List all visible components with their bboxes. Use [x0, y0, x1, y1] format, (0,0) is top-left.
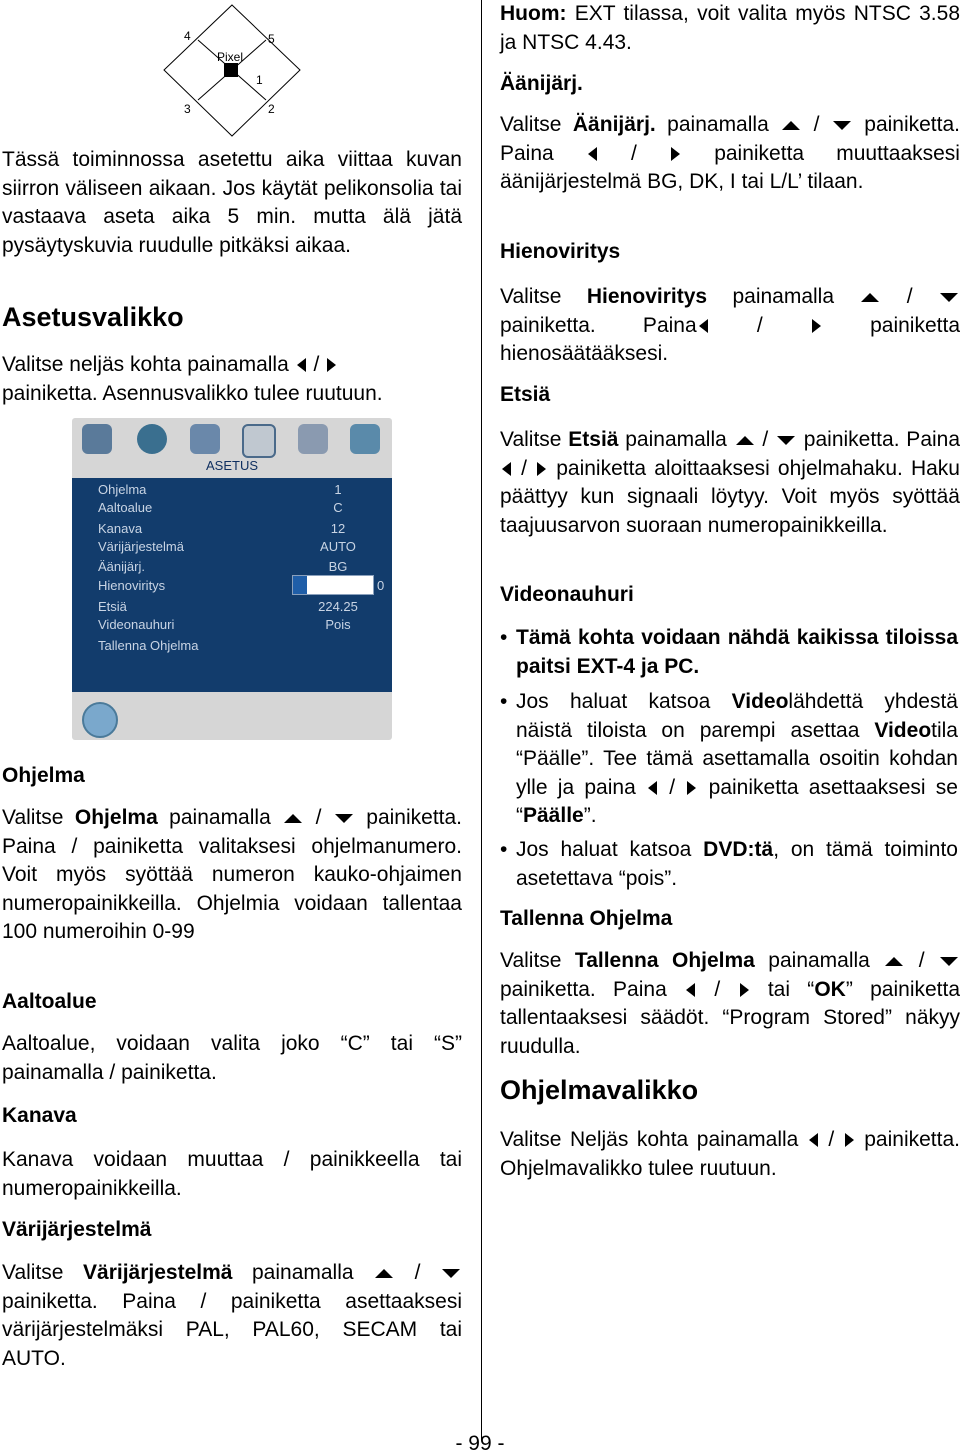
aanijarj-paragraph: Valitse Äänijärj. painamalla / painiketta. Paina / painiketta muuttaaksesi äänijärjestelmä BG, DK, I tai L/L’ tilaan. [500, 113, 960, 193]
up-arrow-icon [861, 293, 879, 302]
bullet-item: • Jos haluat katsoa Videolähdettä yhdestä näistä tiloista on parempi asettaa Videotila “Päälle”. Tee tämä asettamalla osoitin kohdan ylle ja paina / painiketta asettaaksesi se “Päälle”. [500, 690, 958, 827]
svg-text:1: 1 [256, 73, 263, 87]
music-icon [137, 424, 167, 454]
menu-row-value: AUTO [320, 539, 356, 554]
left-arrow-icon [686, 983, 695, 997]
right-arrow-icon [687, 781, 696, 795]
tallenna-paragraph: Valitse Tallenna Ohjelma painamalla / painiketta. Paina / tai “OK” painiketta tallentaaksesi säädöt. “Program Stored” näkyy ruudulla. [500, 949, 960, 1058]
huom-paragraph: Huom: EXT tilassa, voit valita myös NTSC 3.58 ja NTSC 4.43. [500, 2, 960, 54]
menu-row-label[interactable]: Hienoviritys [98, 578, 166, 593]
hienoviritys-heading: Hienoviritys [500, 240, 621, 263]
aanijarj-heading: Äänijärj. [500, 72, 583, 95]
menu-row-value: Pois [325, 617, 351, 632]
joystick-icon [190, 424, 220, 454]
menu-row-label[interactable]: Ohjelma [98, 482, 147, 497]
varijarjestelma-heading: Värijärjestelmä [2, 1218, 152, 1241]
kanava-paragraph: Kanava voidaan muuttaa / painikkeella tai numeropainikkeilla. [2, 1148, 462, 1200]
etsia-heading: Etsiä [500, 383, 551, 406]
videonauhuri-heading: Videonauhuri [500, 583, 634, 606]
right-arrow-icon [671, 147, 680, 161]
intro-paragraph: Tässä toiminnossa asetettu aika viittaa kuvan siirron väliseen aikaan. Jos käytät pelikonsolia tai vastaava aseta aika 5 min. mutta älä jätä pysäytyskuvia ruudulle pitkäksi aikaa. [2, 148, 462, 257]
ohjelmavalikko-heading: Ohjelmavalikko [500, 1075, 699, 1105]
right-arrow-icon [537, 462, 546, 476]
left-arrow-icon [809, 1133, 818, 1147]
pixel-shift-diagram [160, 0, 305, 140]
right-arrow-icon [327, 358, 336, 372]
aaltoalue-paragraph: Aaltoalue, voidaan valita joko “C” tai “S” painamalla / painiketta. [2, 1032, 462, 1084]
hienoviritys-slider[interactable] [292, 575, 374, 595]
menu-row-value: C [333, 500, 343, 515]
down-arrow-icon [940, 957, 958, 966]
svg-text:2: 2 [268, 102, 275, 116]
etsia-paragraph: Valitse Etsiä painamalla / painiketta. Paina / painiketta aloittaaksesi ohjelmahaku. Haku päättyy kun signaali löytyy. Voit myös syöttää taajuusarvon suoraan numeropainikkeilla. [500, 428, 960, 537]
svg-text:3: 3 [184, 102, 191, 116]
tv-icon [350, 424, 380, 454]
up-arrow-icon [375, 1269, 393, 1278]
asetusvalikko-paragraph: Valitse neljäs kohta painamalla / painiketta. Asennusvalikko tulee ruutuun. [2, 353, 383, 405]
menu-row-value: 1 [334, 482, 342, 497]
up-arrow-icon [782, 121, 800, 130]
tools-icon [298, 424, 328, 454]
menu-row-label[interactable]: Etsiä [98, 599, 127, 614]
menu-row-label[interactable]: Aaltoalue [98, 500, 153, 515]
varijarjestelma-paragraph: Valitse Värijärjestelmä painamalla / painiketta. Paina / painiketta asettaaksesi värijärjestelmäksi PAL, PAL60, SECAM tai AUTO. [2, 1261, 462, 1370]
menu-row-value: BG [328, 559, 348, 574]
left-arrow-icon [588, 147, 597, 161]
menu-row-value: 12 [330, 521, 346, 536]
down-arrow-icon [442, 1269, 460, 1278]
ohjelmavalikko-paragraph: Valitse Neljäs kohta painamalla / painiketta. Ohjelmavalikko tulee ruutuun. [500, 1128, 960, 1180]
asetus-menu-screenshot [72, 418, 392, 740]
aaltoalue-heading: Aaltoalue [2, 990, 97, 1013]
column-divider [481, 0, 482, 1440]
kanava-heading: Kanava [2, 1104, 77, 1127]
left-arrow-icon [648, 781, 657, 795]
ohjelma-paragraph: Valitse Ohjelma painamalla / painiketta. Paina / painiketta valitaksesi ohjelmanumero. Voit myös syöttää numeron kauko-ohjaimen numeropainikkeilla. Ohjelmia voidaan tallentaa 100 numeroihin 0-99 [2, 806, 462, 943]
menu-row-label[interactable]: Äänijärj. [98, 559, 145, 574]
up-arrow-icon [736, 436, 754, 445]
menu-row-label[interactable]: Videonauhuri [98, 617, 175, 632]
globe-icon [82, 702, 118, 738]
tallenna-heading: Tallenna Ohjelma [500, 907, 673, 930]
menu-row-label[interactable]: Tallenna Ohjelma [98, 638, 199, 653]
down-arrow-icon [777, 436, 795, 445]
up-arrow-icon [284, 814, 302, 823]
page-number: - 99 - [455, 1432, 505, 1455]
svg-text:4: 4 [184, 29, 191, 43]
ohjelma-heading: Ohjelma [2, 764, 85, 787]
menu-row-label[interactable]: Kanava [98, 521, 143, 536]
menu-row-label[interactable]: Värijärjestelmä [98, 539, 184, 554]
menu-panel [72, 478, 392, 692]
right-arrow-icon [812, 319, 821, 333]
menu-row-value: 0 [377, 578, 385, 593]
right-arrow-icon [740, 983, 749, 997]
home-icon [82, 424, 112, 454]
gear-icon [242, 424, 276, 458]
asetusvalikko-heading: Asetusvalikko [2, 302, 184, 332]
hienoviritys-slider-fill [293, 576, 307, 594]
svg-text:5: 5 [268, 32, 275, 46]
bullet-item: • Tämä kohta voidaan nähdä kaikissa tiloissa paitsi EXT-4 ja PC. [500, 626, 958, 678]
left-arrow-icon [502, 462, 511, 476]
right-arrow-icon [845, 1133, 854, 1147]
left-arrow-icon [297, 358, 306, 372]
hienoviritys-paragraph: Valitse Hienoviritys painamalla / painiketta. Paina / painiketta hienosäätääksesi. [500, 285, 960, 365]
up-arrow-icon [885, 957, 903, 966]
pixel-label: Pixel [217, 50, 244, 64]
bullet-item: • Jos haluat katsoa DVD:tä, on tämä toiminto asetettava “pois”. [500, 838, 958, 890]
down-arrow-icon [335, 814, 353, 823]
down-arrow-icon [940, 293, 958, 302]
menu-title: ASETUS [205, 458, 258, 473]
down-arrow-icon [833, 121, 851, 130]
menu-row-value: 224.25 [318, 599, 358, 614]
left-arrow-icon [699, 319, 708, 333]
